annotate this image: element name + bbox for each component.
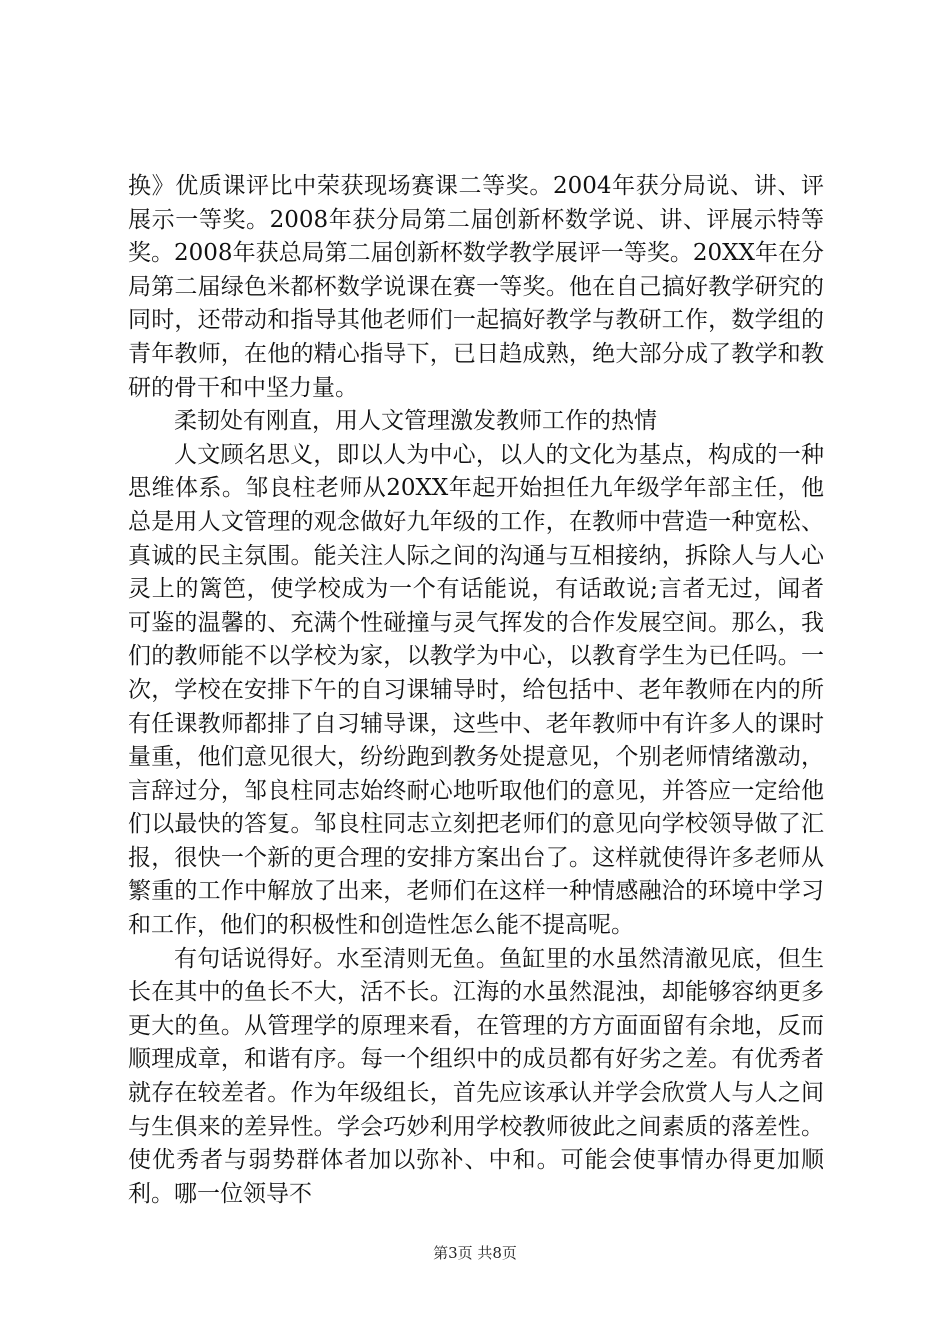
page-number-footer: 第3页 共8页 (433, 1244, 517, 1262)
section-heading: 柔韧处有刚直，用人文管理激发教师工作的热情 (174, 408, 657, 435)
document-body (128, 170, 824, 1211)
paragraph-water-clear-no-fish: 有句话说得好。水至清则无鱼。鱼缸里的水虽然清澈见底，但生长在其中的鱼长不大，活不长。江海的水虽然混浊，却能够容纳更多更大的鱼。从管理学的原理来看，在管理的方方面面留有余地，反而顺理成章，和谐有序。每一个组织中的成员都有好劣之差。有优秀者就存在较差者。作为年级组长，首先应该承认并学会欣赏人与人之间与生俱来的差异性。学会巧妙利用学校教师彼此之间素质的落差性。使优秀者与弱势群体者加以弥补、中和。可能会使事情办得更加顺利。哪一位领导不 (128, 945, 824, 1207)
paragraph-humanistic-management: 人文顾名思义，即以人为中心，以人的文化为基点，构成的一种思维体系。邹良柱老师从20XX年起开始担任九年级学年部主任，他总是用人文管理的观念做好九年级的工作，在教师中营造一种宽松、真诚的民主氛围。能关注人际之间的沟通与互相接纳，拆除人与人心灵上的篱笆，使学校成为一个有话能说，有话敢说;言者无过，闻者可鉴的温馨的、充满个性碰撞与灵气挥发的合作发展空间。那么，我们的教师能不以学校为家，以教学为中心，以教育学生为已任吗。一次，学校在安排下午的自习课辅导时，给包括中、老年教师在内的所有任课教师都排了自习辅导课，这些中、老年教师中有许多人的课时量重，他们意见很大，纷纷跑到教务处提意见，个别老师情绪激动，言辞过分，邹良柱同志始终耐心地听取他们的意见，并答应一定给他们以最快的答复。邹良柱同志立刻把老师们的意见向学校领导做了汇报，很快一个新的更合理的安排方案出台了。这样就使得许多老师从繁重的工作中解放了出来，老师们在这样一种情感融洽的环境中学习和工作，他们的积极性和创造性怎么能不提高呢。 (128, 441, 824, 939)
paragraph-awards: 换》优质课评比中荣获现场赛课二等奖。2004年获分局说、讲、评展示一等奖。2008年获分局第二届创新杯数学说、讲、评展示特等奖。2008年获总局第二届创新杯数学教学展评一等奖。20XX年在分局第二届绿色米都杯数学说课在赛一等奖。他在自己搞好教学研究的同时，还带动和指导其他老师们一起搞好教学与教研工作，数学组的青年教师，在他的精心指导下，已日趋成熟，绝大部分成了教学和教研的骨干和中坚力量。 (128, 173, 824, 401)
